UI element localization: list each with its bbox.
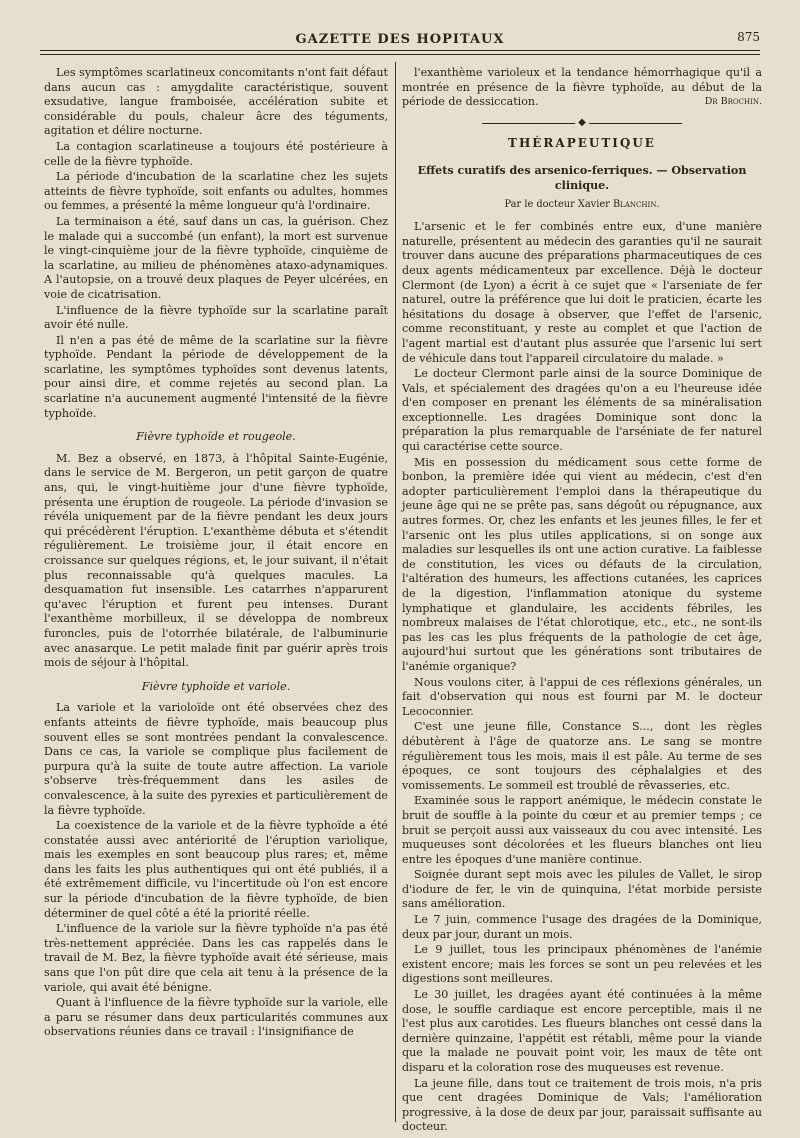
header-rule-bottom (40, 54, 760, 55)
article-title: Effets curatifs des arsenico-ferriques. — Observation clinique. (417, 164, 747, 192)
paragraph: Mis en possession du médicament sous cette forme de bonbon, la première idée qui vient au médecin, c'est d'en adopter particulièrement l'emploi dans la thérapeutique du jeune âge qui ne se prête pas, sans dégoût ou répugnance, aux autres formes. Or, chez les enfants et les jeunes filles, le fer et l'arsenic ont les plus utiles applications, si on songe aux maladies sur lesquelles ils ont une action curative. La faiblesse de constitution, les vices ou défauts de la circulation, l'altération des humeurs, les affections cutanées, les caprices de la digestion, l'inflammation atonique du systeme lymphatique et glandulaire, les accidents fébriles, les nombreux malaises de l'état chlorotique, etc., etc., ne sont-ils pas les cas les plus fréquents de la pathologie de cet âge, aujourd'hui surtout que les générations sont tributaires de l'anémie organique? (402, 455, 762, 673)
paragraph: La terminaison a été, sauf dans un cas, la guérison. Chez le malade qui a succombé (un enfant), la mort est survenue le vingt-cinquième jour de la fièvre typhoïde, cinquième de la scarlatine, au milieu de phénomènes ataxo-adynamiques. A l'autopsie, on a trouvé deux plaques de Peyer ulcérées, en voie de cicatrisation. (44, 214, 388, 301)
paragraph: Nous voulons citer, à l'appui de ces réflexions générales, un fait d'observation qui nous est fourni par M. le docteur Lecoconnier. (402, 675, 762, 718)
paragraph: Quant à l'influence de la fièvre typhoïde sur la variole, elle a paru se résumer dans deux particularités communes aux observations réunies dans ce travail : l'insignifiance de (44, 996, 388, 1039)
paragraph: C'est une jeune fille, Constance S..., dont les règles débutèrent à l'âge de quatorze ans. Le sang se montre régulièrement tous les mois, mais il est pâle. Au terme de ses époques, ce sont toujours des céphalalgies et des vomissements. Le sommeil est troublé de rêvasseries, etc. (402, 720, 762, 792)
paragraph: La coexistence de la variole et de la fièvre typhoïde a été constatée aussi avec antériorité de l'éruption variolique, mais les exemples en sont beaucoup plus rares; et, même dans les faits les plus authentiques qui ont été publiés, il a été extrêmement difficile, vu l'incertitude où l'on est encore sur la période d'incubation de la fièvre typhoïde, de bien déterminer de quel côté a été la priorité réelle. (44, 819, 388, 920)
section-title: THÉRAPEUTIQUE (508, 135, 656, 150)
diamond-ornament-icon: ◆ (575, 115, 589, 131)
journal-title: GAZETTE DES HOPITAUX (295, 32, 505, 47)
paragraph: M. Bez a observé, en 1873, à l'hôpital Sainte-Eugénie, dans le service de M. Bergeron, un petit garçon de quatre ans, qui, le vingt-huitième jour d'une fièvre typhoïde, présenta une éruption de rougeole. La période d'invasion se révéla uniquement par de la fièvre pendant les deux jours qui précédèrent l'éruption. L'exanthème débuta et s'étendit régulièrement. Le troisième jour, il était encore en croissance sur quelques régions, et, le jour suivant, il n'était plus reconnaissable qu'à quelques macules. La desquamation fut insensible. Les catarrhes n'apparurent qu'avec l'éruption et furent peu intenses. Durant l'exanthème morbilleux, il se développa de nombreux furoncles, puis de l'otorrhée bilatérale, de l'albuminurie avec anasarque. Le petit malade finit par guérir après trois mois de séjour à l'hôpital. (44, 451, 388, 670)
paragraph: L'influence de la variole sur la fièvre typhoïde n'a pas été très-nettement appréciée. Dans les cas rappelés dans le travail de M. Bez, la fièvre typhoïde avait été sérieuse, mais sans que l'on pût dire que cela ait tenu à la présence de la variole, qui avait été bénigne. (44, 922, 388, 994)
subheading: Fièvre typhoïde et variole. (141, 679, 291, 693)
paragraph: L'arsenic et le fer combinés entre eux, d'une manière naturelle, présentent au médecin des garanties qu'il ne saurait trouver dans aucune des préparations pharmaceutiques de ces deux agents médicamenteux par excellence. Déjà le docteur Clermont (de Lyon) a écrit à ce sujet que « l'arseniate de fer naturel, outre la préférence que lui doit le praticien, écarte les hésitations du dosage à observer, que l'effet de l'arsenic, comme reconstituant, y reste au complet et que l'action de l'agent martial est d'autant plus assurée que l'arsenic lui sert de véhicule dans tout l'appareil circulatoire du malade. » (402, 220, 762, 365)
paragraph-text: l'exanthème varioleux et la tendance hémorrhagique qu'il a montrée en présence de la fièvre typhoïde, au début de la période de dessiccation. (402, 66, 762, 109)
author-signature: Dr Brochin. (704, 96, 762, 108)
paragraph: La variole et la varioloïde ont été observées chez des enfants atteints de fièvre typhoïde, mais beaucoup plus souvent elles se sont montrées pendant la convalescence. Dans ce cas, la variole se complique plus facilement de purpura qu'à la suite de toute autre affection. La variole s'observe très-fréquemment dans les asiles de convalescence, à la suite des pyrexies et particulièrement de la fièvre typhoïde. (44, 701, 388, 817)
paragraph: Le 7 juin, commence l'usage des dragées de la Dominique, deux par jour, durant un mois. (402, 913, 762, 941)
author-name: Blanchin. (612, 198, 660, 210)
paragraph: La période d'incubation de la scarlatine chez les sujets atteints de fièvre typhoïde, soit enfants ou adultes, hommes ou femmes, a présenté la même longueur qu'à l'ordinaire. (44, 170, 388, 213)
paragraph: Les symptômes scarlatineux concomitants n'ont fait défaut dans aucun cas : amygdalite caractéristique, souvent exsudative, langue framboisée, accélération subite et considérable du pouls, chaleur âcre des téguments, agitation et délire nocturne. (44, 66, 388, 138)
section-separator (402, 115, 762, 131)
paragraph: Soignée durant sept mois avec les pilules de Vallet, le sirop d'iodure de fer, le vin de quinquina, l'état morbide persiste sans amélioration. (402, 868, 762, 911)
paragraph: La contagion scarlatineuse a toujours été postérieure à celle de la fièvre typhoïde. (44, 139, 388, 168)
paragraph: Il n'en a pas été de même de la scarlatine sur la fièvre typhoïde. Pendant la période de développement de la scarlatine, les symptômes typhoïdes sont devenus latents, pour ainsi dire, et comme rejetés au second plan. La scarlatine n'a aucunement augmenté l'intensité de la fièvre typhoïde. (44, 333, 388, 420)
column-divider (395, 62, 396, 1122)
paragraph: Le 30 juillet, les dragées ayant été continuées à la même dose, le souffle cardiaque est encore perceptible, mais il ne l'est plus aux carotides. Les flueurs blanches ont cessé dans la dernière quinzaine, l'appétit est rétabli, même pour la viande que la malade ne pouvait point voir, les maux de tête ont disparu et la coloration rose des muqueuses est revenue. (402, 988, 762, 1074)
paragraph: Le 9 juillet, tous les principaux phénomènes de l'anémie existent encore; mais les forces se sont un peu relevées et les digestions sont meilleures. (402, 943, 762, 986)
page-number: 875 (737, 30, 760, 44)
subheading: Fièvre typhoïde et rougeole. (136, 430, 296, 444)
paragraph: La jeune fille, dans tout ce traitement de trois mois, n'a pris que cent dragées Dominique de Vals; l'amélioration progressive, à la dose de deux par jour, paraissait suffisante au docteur. (402, 1076, 762, 1134)
author-prefix: Par le docteur Xavier (504, 198, 610, 210)
article-author (402, 198, 762, 213)
paragraph: L'influence de la fièvre typhoïde sur la scarlatine paraît avoir été nulle. (44, 303, 388, 332)
left-column (44, 66, 388, 1121)
paragraph: Examinée sous le rapport anémique, le médecin constate le bruit de souffle à la pointe du cœur et au premier temps ; ce bruit se perçoit aussi aux vaisseaux du cou avec intensité. Les muqueuses sont décolorées et les flueurs blanches ont lieu entre les époques d'une manière continue. (402, 794, 762, 866)
right-column (402, 66, 762, 1134)
header-rule-top (40, 50, 760, 51)
paragraph: Le docteur Clermont parle ainsi de la source Dominique de Vals, et spécialement des dragées qu'on a eu l'heureuse idée d'en composer en prenant les éléments de sa minéralisation exceptionnelle. Les dragées Dominique sont donc la préparation la plus remarquable de l'arséniate de fer naturel qui caractérise cette source. (402, 367, 762, 454)
paragraph (402, 66, 762, 110)
